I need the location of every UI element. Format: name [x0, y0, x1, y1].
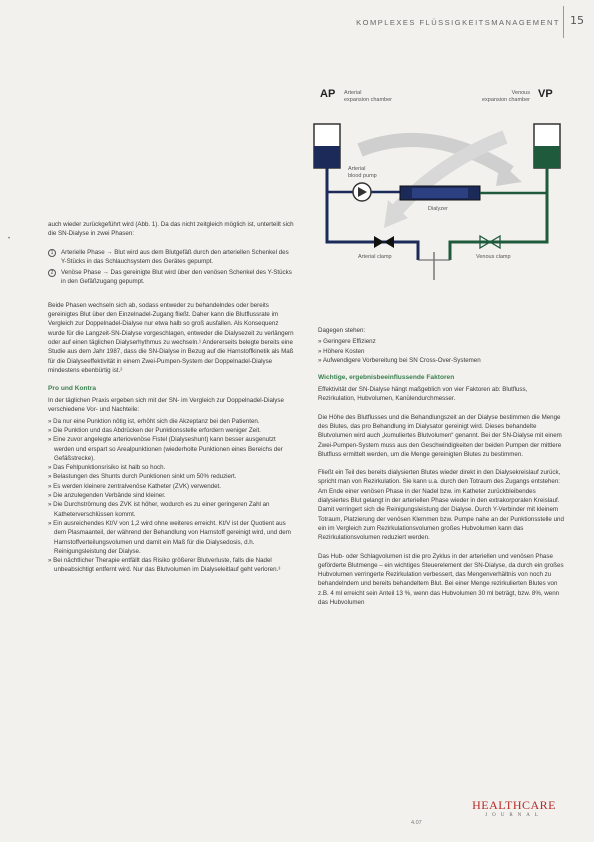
logo-line1: HEALTHCARE — [472, 798, 556, 812]
arterial-line — [327, 168, 418, 260]
journal-logo — [472, 798, 556, 818]
dialyzer-core — [412, 188, 468, 198]
page-number: 15 — [570, 14, 584, 27]
intro-paragraph: auch wieder zurückgeführt wird (Abb. 1). Da das nicht zeitgleich möglich ist, unterteilt sich die SN-Dialyse in zwei Phasen: — [48, 221, 294, 238]
pro-item: » Das Fehlpunktionsrisiko ist halb so hoch. — [48, 464, 166, 472]
ap-label: AP — [320, 88, 336, 100]
pro-item: » Da nur eine Punktion nötig ist, erhöht sich die Akzeptanz bei den Patienten. — [48, 417, 260, 425]
arterial-clamp-left — [374, 236, 384, 248]
logo-line2: JOURNAL — [485, 813, 543, 818]
left-column — [48, 220, 294, 583]
pro-item: » Belastungen des Shunts durch Punktionen sinkt um 50% reduziert. — [48, 473, 237, 481]
phase-number: 1 — [48, 249, 56, 257]
pro-item: » Es werden kleinere zentralvenöse Katheter (ZVK) verwendet. — [48, 482, 221, 490]
pro-intro: In der täglichen Praxis ergeben sich mit der SN- im Vergleich zur Doppelnadel-Dialyse verschiedene Vor- und Nachteile: — [48, 397, 284, 414]
venous-chamber-fill — [534, 146, 560, 168]
phase-item — [48, 268, 294, 287]
pro-item: » Die Punktion und das Abdrücken der Punktionsstelle erfordern weniger Zeit. — [48, 426, 261, 434]
phase-text: Arterielle Phase → Blut wird aus dem Blutgefäß durch den arteriellen Schenkel des Y-Stücks in das Schlauchsystem des Gerätes gepumpt. — [61, 248, 289, 265]
contra-item: » Geringere Effizienz — [318, 338, 376, 346]
arterial-chamber-fill — [314, 146, 340, 168]
pro-item: » Die anzulegenden Verbände sind kleiner. — [48, 492, 166, 500]
contra-list — [318, 337, 566, 365]
pro-item: » Bei nächtlicher Therapie entfällt das Risiko größerer Blutverluste, falls die Nadel unbeabsichtigt entfernt wird. Nur das Blutvolumen im Dialyseleitlauf geht verloren.³ — [48, 557, 281, 574]
pro-item: » Die Durchströmung des ZVK ist höher, wodurch es zu einer geringeren Zahl an Katheterverschlüssen kommt. — [48, 501, 270, 518]
header-rule — [563, 6, 564, 38]
body-paragraph: Das Hub- oder Schlagvolumen ist die pro Zyklus in der arteriellen und venösen Phase geförderte Blutmenge – ein wichtiges Steuerelement der SN-Dialyse, da durch ein großes Hubvolumen verringerte Rezirkulation verbessert, das Mengenverhältnis von noch zu behandelndem und bereits behandeltem Blut. Bei einer Menge rezirkulierten Blutes von z.B. 4 ml erreicht sein Anteil 13 %, wenn das Hubvolumen 30 ml beträgt, bzw. 8%, wenn das Hubvolumen — [318, 552, 564, 607]
phase-number: 2 — [48, 269, 56, 277]
phase-text: Venöse Phase → Das gereinigte Blut wird über den venösen Schenkel des Y-Stücks in den Gefäßzugang gepumpt. — [61, 269, 292, 286]
right-column — [318, 326, 566, 616]
dialyzer-label: Dialyzer — [428, 206, 448, 212]
venous-clamp-label: Venous clamp — [476, 254, 511, 260]
pro-item: » Eine zuvor angelegte arteriovenöse Fistel (Dialyseshunt) kann besser ausgenutzt werden und erspart so Arealpunktionen (wiederholte Punktionen eines Bereichs der Gefäßstrecke). — [48, 436, 283, 462]
arterial-clamp-label: Arterial clamp — [358, 254, 392, 260]
vp-label: VP — [538, 88, 553, 100]
footer-issue: 4.07 — [411, 820, 422, 826]
pro-list — [48, 417, 294, 575]
contra-item: » Höhere Kosten — [318, 347, 365, 355]
phase-list — [48, 248, 294, 287]
margin-mark: • — [8, 236, 11, 242]
pro-item: » Ein ausreichendes Kt/V von 1,2 wird ohne weiteres erreicht. Kt/V ist der Quotient aus dem Plasmaanteil, der während der Behandlung von Harnstoff gereinigt wird, und dem Harnstoffverteilungsvolumen und damit ein Maß für die Dialysedosis, d.h. Reinigungsleistung der Dialyse. — [48, 519, 291, 555]
factors-intro: Effektivität der SN-Dialyse hängt maßgeblich von vier Faktoren ab: Blutfluss, Rezirkulation, Hubvolumen, Kanülendurchmesser. — [318, 386, 528, 403]
diagram-svg — [300, 82, 570, 282]
arterial-clamp-right — [384, 236, 394, 248]
body-paragraph: Beide Phasen wechseln sich ab, sodass entweder zu behandelndes oder bereits gereinigtes Blut über den Einzelnadel-Zugang fließt. Daher kann die Blutflussrate im Vergleich zur Doppelnadel-Dialyse nur etwa halb so groß ausfallen. Als Konsequenz wurde für die Langzeit-SN-Dialyse vorgeschlagen, entweder die Dialysezeit zu verlängern oder auf einen täglichen Dialyserhythmus zu wechseln.¹ Andererseits belegte bereits eine Studie aus dem Jahr 1987, dass die SN-Dialyse in Bezug auf die Harnstoffkinetik als Maß für die Dialyseeffektivität in einem Zwei-Pumpen-System der Doppelnadel-Dialyse mindestens ebenbürtig ist.² — [48, 301, 294, 374]
factors-heading: Wichtige, ergebnisbeeinflussende Faktoren — [318, 374, 455, 382]
single-needle-diagram — [300, 82, 570, 282]
venous-chamber-label: Venous expansion chamber — [481, 90, 530, 103]
contra-item: » Aufwendigere Vorbereitung bei SN Cross-Over-Systemen — [318, 356, 481, 364]
contra-heading: Dagegen stehen: — [318, 327, 366, 334]
phase-item — [48, 248, 294, 267]
body-paragraph: Fließt ein Teil des bereits dialysierten Blutes wieder direkt in den Dialysekreislauf zurück, spricht man von Rezirkulation. Sie kann u.a. durch den Totraum des Zugangs entstehen: Am Ende einer venösen Phase in der Nadel bzw. im Katheter zurückbleibendes dialysiertes Blut gelangt in der arteriellen Phase wieder in den extrakorporalen Kreislauf. Damit verringert sich die Reinigungsleistung der Dialyse. Durch Y-Verbinder mit kleinem Totraum, Platzierung der venösen Klemmen bzw. Pumpe nahe an der Punktionsstelle und ein im Vergleich zum Rezirkulationsvolumen großes Hubvolumen kann das Rezirkulationsvolumen reduziert werden. — [318, 469, 564, 542]
section-header: KOMPLEXES FLÜSSIGKEITSMANAGEMENT — [356, 18, 560, 27]
pro-contra-heading: Pro und Kontra — [48, 385, 96, 393]
pump-label: Arterial blood pump — [348, 166, 377, 179]
body-paragraph: Die Höhe des Blutflusses und die Behandlungszeit an der Dialyse bestimmen die Menge des Blutes, das pro Behandlung im Dialysator gereinigt wird. Dieses behandelte Blutvolumen wird auch „kumuliertes Blutvolumen“ genannt. Bei der SN-Dialyse mit einem Zwei-Pumpen-System muss aus den Geschwindigkeiten der beiden Pumpen der mittlere Blutfluss ermittelt werden, um die Menge gereinigten Blutes zu bestimmen. — [318, 413, 562, 458]
arterial-chamber-label: Arterial expansion chamber — [344, 90, 393, 103]
